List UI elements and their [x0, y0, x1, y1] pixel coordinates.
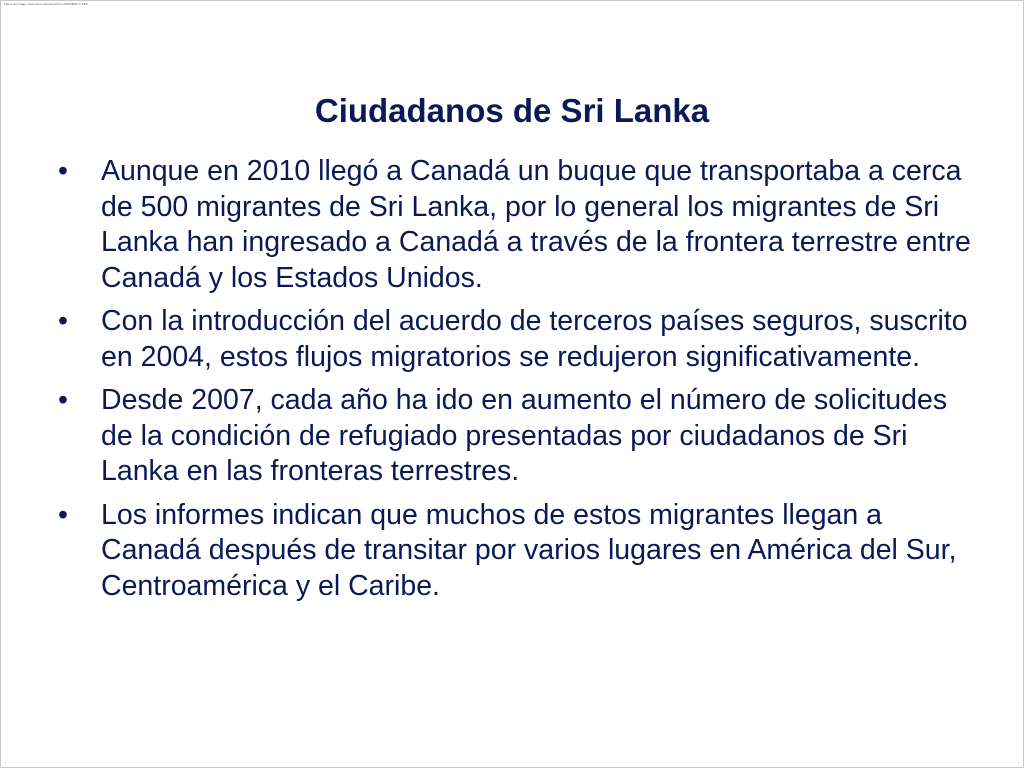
- bullet-item: [58, 498, 978, 605]
- bullet-item: [58, 304, 978, 375]
- bullet-text: Aunque en 2010 llegó a Canadá un buque que transportaba a cerca de 500 migrantes de Sri Lanka, por lo general los migrantes de Sri Lanka han ingresado a Canadá a través de la frontera terrestre entre Canadá y los Estados Unidos.: [101, 155, 971, 294]
- slide-title: Ciudadanos de Sri Lanka: [314, 92, 710, 129]
- bullet-icon: •: [58, 155, 68, 187]
- bullet-icon: •: [58, 305, 68, 337]
- bullet-text: Con la introducción del acuerdo de terceros países seguros, suscrito en 2004, estos flujos migratorios se redujeron significativamente.: [101, 305, 968, 373]
- bullet-icon: •: [58, 384, 68, 416]
- bullet-text: Los informes indican que muchos de estos migrantes llegan a Canadá después de transitar por varios lugares en América del Sur, Centroamérica y el Caribe.: [101, 498, 957, 602]
- bullet-item: [58, 383, 978, 490]
- bullet-text: Desde 2007, cada año ha ido en aumento el número de solicitudes de la condición de refugiado presentadas por ciudadanos de Sri Lanka en las fronteras terrestres.: [101, 384, 948, 487]
- bullet-item: [58, 154, 978, 296]
- bullet-list: [58, 154, 978, 612]
- bullet-icon: •: [58, 498, 68, 531]
- slide-caption: This is an image / document recovered from ACROBAT or PDF.: [4, 2, 89, 6]
